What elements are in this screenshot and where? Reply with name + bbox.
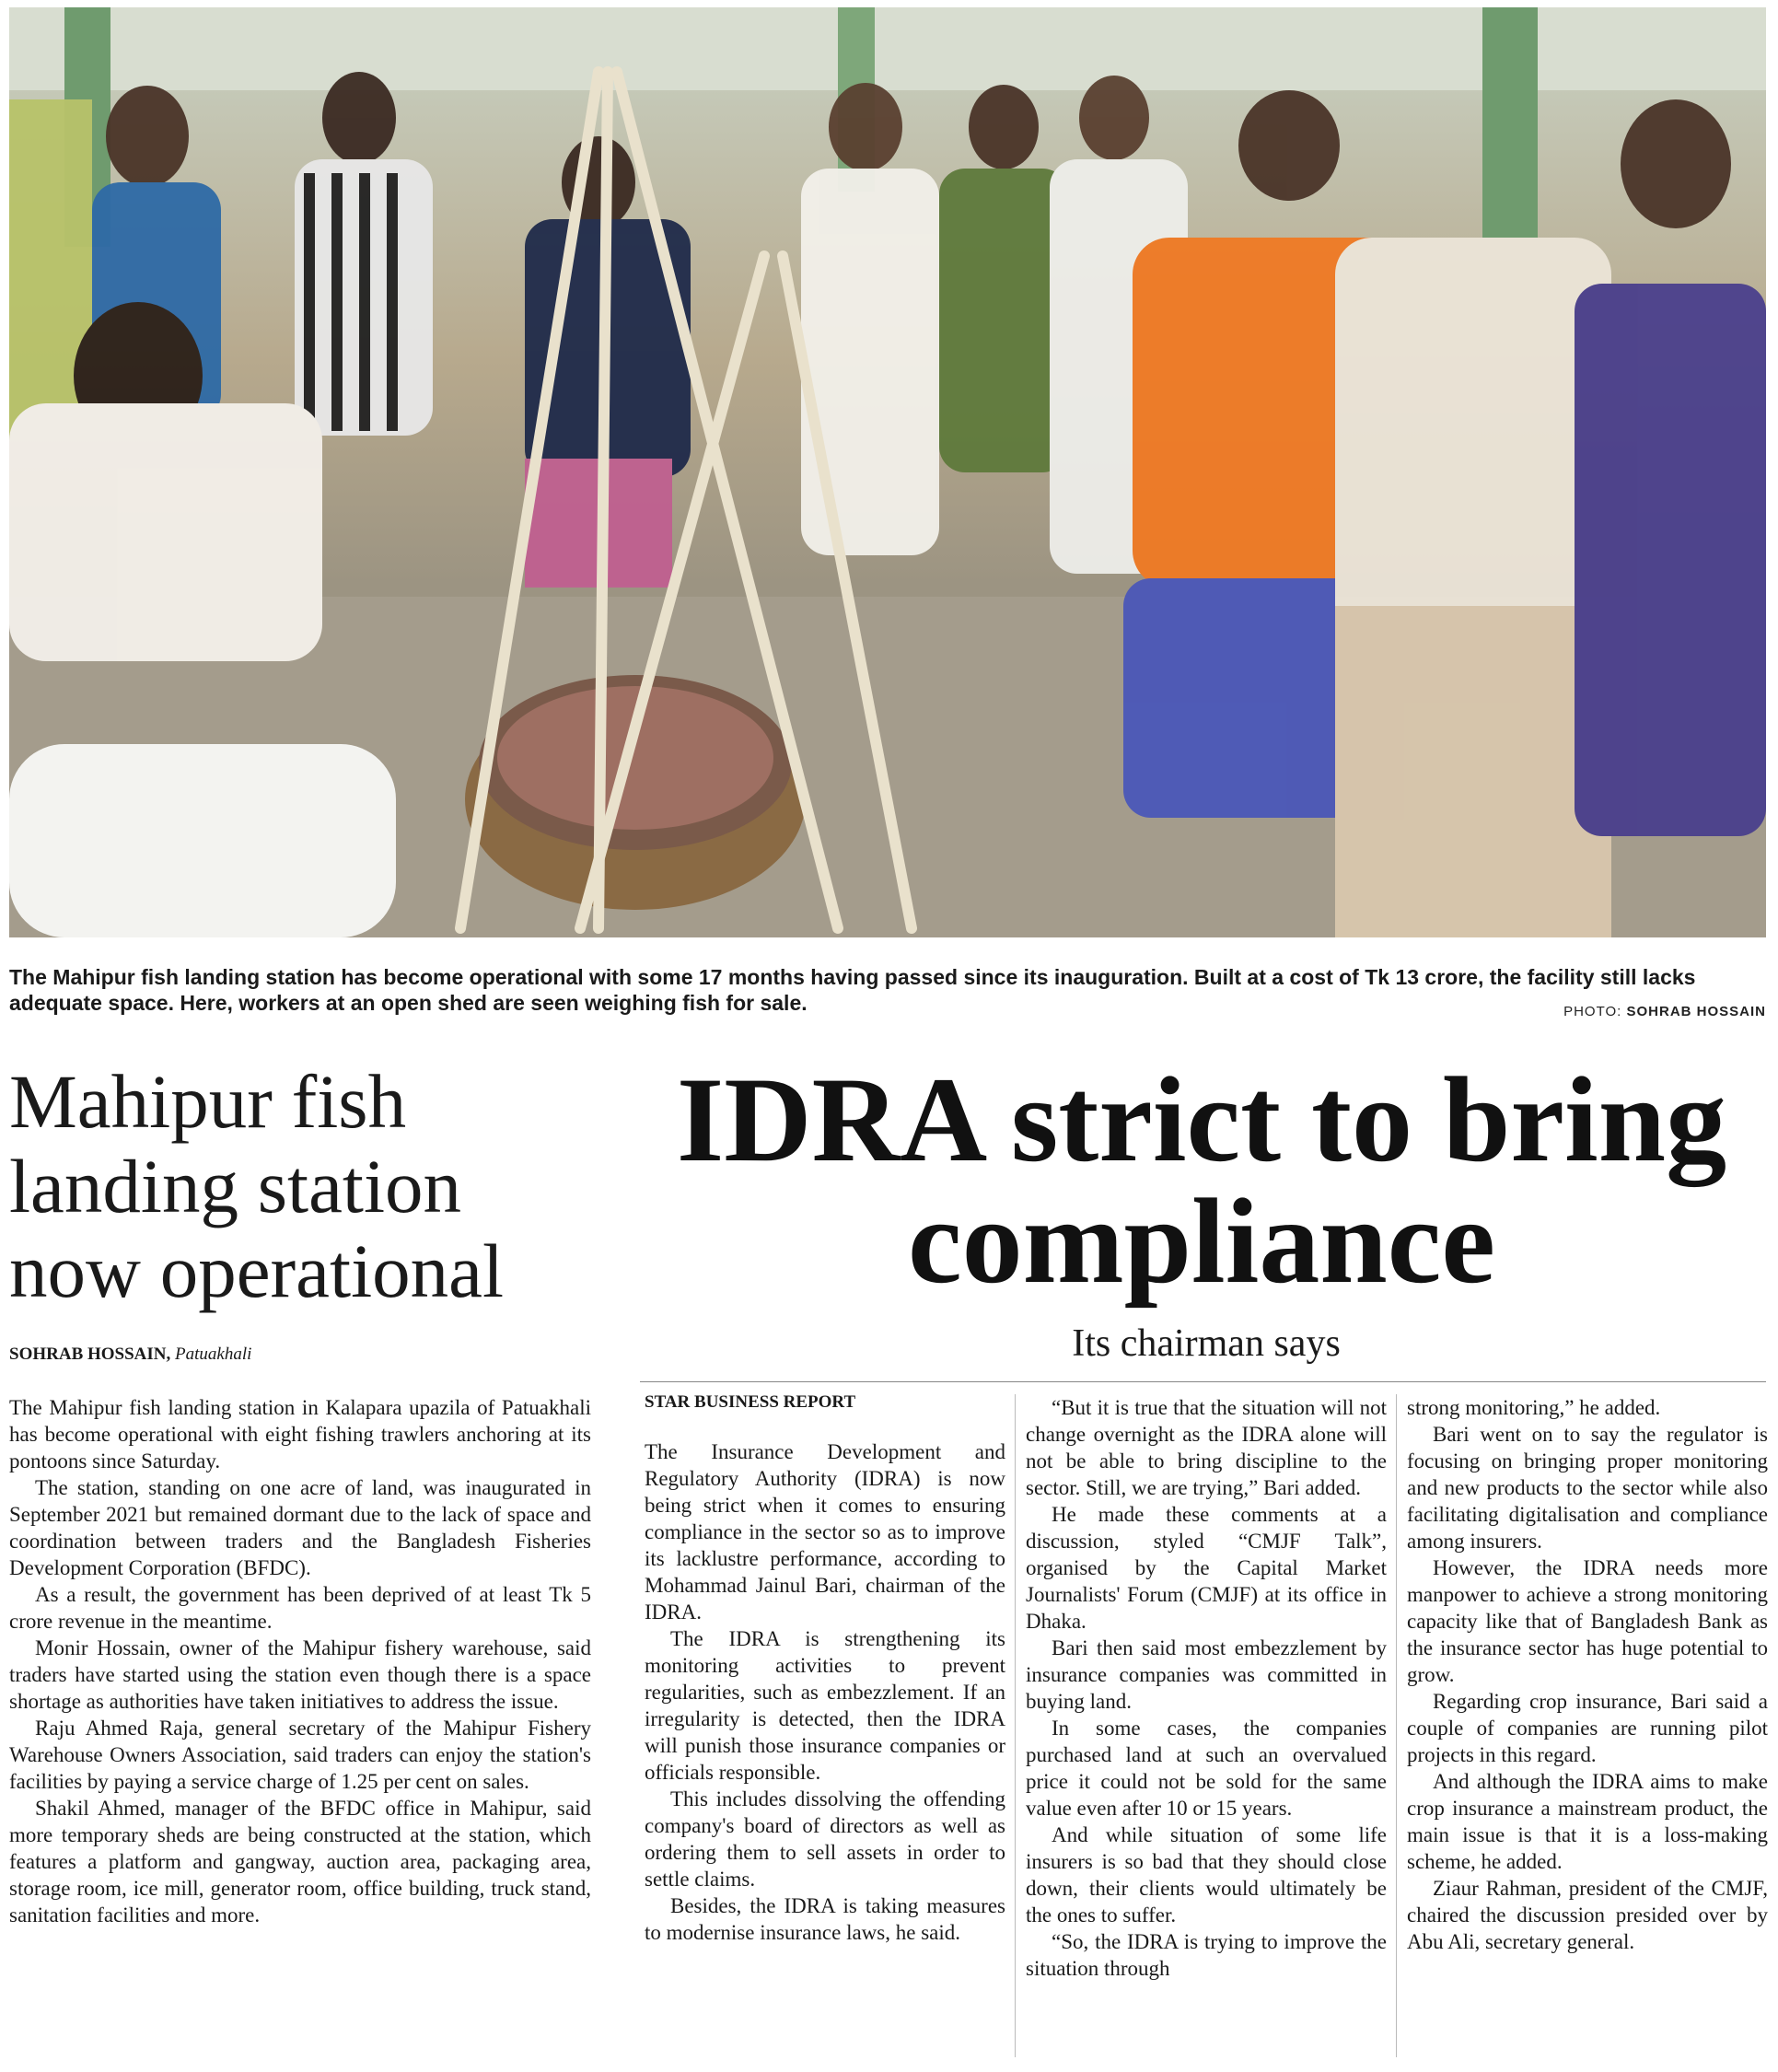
right-paragraph: Bari then said most embezzlement by insurance companies was committed in buying land. xyxy=(1026,1636,1387,1713)
left-byline xyxy=(9,1344,251,1365)
left-story-body xyxy=(9,1394,591,1928)
right-paragraph: Ziaur Rahman, president of the CMJF, chaired the discussion presided over by Abu Ali, secretary general. xyxy=(1407,1877,1768,1953)
right-paragraph: However, the IDRA needs more manpower to achieve a strong monitoring capacity like that of Bangladesh Bank as the insurance sector has huge potential to grow. xyxy=(1407,1556,1768,1686)
photo-credit-name: SOHRAB HOSSAIN xyxy=(1626,1004,1766,1019)
left-byline-place: Patuakhali xyxy=(175,1344,252,1364)
right-paragraph: “But it is true that the situation will not change overnight as the IDRA alone will not be able to bring discipline to the sector. Still, we are trying,” Bari added. xyxy=(1026,1396,1387,1499)
right-column-3 xyxy=(1407,1394,1768,1955)
right-column-1 xyxy=(645,1394,1005,1946)
left-paragraph: As a result, the government has been deprived of at least Tk 5 crore revenue in the meantime. xyxy=(9,1583,591,1633)
left-paragraph: The Mahipur fish landing station in Kalapara upazila of Patuakhali has become operational with eight fishing trawlers anchoring at its pontoons since Saturday. xyxy=(9,1396,591,1473)
left-byline-name: SOHRAB HOSSAIN, xyxy=(9,1344,171,1364)
right-paragraph: He made these comments at a discussion, styled “CMJF Talk”, organised by the Capital Market Journalists' Forum (CMJF) at its office in Dhaka. xyxy=(1026,1503,1387,1633)
right-paragraph: The Insurance Development and Regulatory Authority (IDRA) is now being strict when it comes to ensuring compliance in the sector so as to improve its lacklustre performance, according to Mohammad Jainul Bari, chairman of the IDRA. xyxy=(645,1440,1005,1624)
right-paragraph: And while situation of some life insurers is so bad that they should close down, their clients would ultimately be the ones to suffer. xyxy=(1026,1823,1387,1926)
left-paragraph: Raju Ahmed Raja, general secretary of the Mahipur Fishery Warehouse Owners Association, said traders can enjoy the station's facilities by paying a service charge of 1.25 per cent on sales. xyxy=(9,1717,591,1793)
fish-weighing-photo-icon xyxy=(9,7,1766,937)
right-paragraph: “So, the IDRA is trying to improve the situation through xyxy=(1026,1930,1387,1980)
right-headline: IDRA strict to bring compliance xyxy=(676,1052,1727,1309)
right-paragraph: This includes dissolving the offending company's board of directors as well as ordering them to sell assets in order to settle claims. xyxy=(645,1787,1005,1891)
right-column-2 xyxy=(1026,1394,1387,1982)
news-photo xyxy=(9,7,1766,937)
photo-caption: The Mahipur fish landing station has become operational with some 17 months having passed since its inauguration. Built at a cost of Tk 13 crore, the facility still lacks adequate space. Here, workers at an open shed are seen weighing fish for sale. xyxy=(9,965,1696,1015)
right-paragraph: In some cases, the companies purchased land at such an overvalued price it could not be sold for the same value even after 10 or 15 years. xyxy=(1026,1717,1387,1820)
right-paragraph: Regarding crop insurance, Bari said a couple of companies are running pilot projects in this regard. xyxy=(1407,1690,1768,1766)
headline-rule xyxy=(640,1381,1766,1382)
left-paragraph: The station, standing on one acre of land, was inaugurated in September 2021 but remained dormant due to the lack of space and coordination between traders and the Bangladesh Fisheries Development Corporation (BFDC). xyxy=(9,1476,591,1579)
right-paragraph: The IDRA is strengthening its monitoring activities to prevent regularities, such as embezzlement. If an irregularity is detected, then the IDRA will punish those insurance companies or officials responsible. xyxy=(645,1627,1005,1784)
left-paragraph: Shakil Ahmed, manager of the BFDC office in Mahipur, said more temporary sheds are being constructed at the station, which features a platform and gangway, auction area, packaging area, storage room, ice mill, generator room, office building, truck stand, sanitation facilities and more. xyxy=(9,1797,591,1926)
photo-credit xyxy=(1563,1004,1766,1019)
column-divider xyxy=(1015,1394,1016,2057)
report-label: STAR BUSINESS REPORT xyxy=(645,1392,856,1412)
left-headline: Mahipur fish landing station now operational xyxy=(9,1059,505,1313)
right-paragraph: Besides, the IDRA is taking measures to modernise insurance laws, he said. xyxy=(645,1894,1005,1944)
left-paragraph: Monir Hossain, owner of the Mahipur fishery warehouse, said traders have started using the station even though there is a space shortage as authorities have taken initiatives to address the issue. xyxy=(9,1636,591,1713)
right-subheadline: Its chairman says xyxy=(1072,1322,1341,1365)
photo-credit-label: PHOTO: xyxy=(1563,1004,1627,1019)
right-paragraph: And although the IDRA aims to make crop insurance a mainstream product, the main issue is that it is a loss-making scheme, he added. xyxy=(1407,1770,1768,1873)
right-paragraph: Bari went on to say the regulator is focusing on bringing proper monitoring and new products to the sector while also facilitating digitalisation and compliance among insurers. xyxy=(1407,1423,1768,1553)
right-paragraph: strong monitoring,” he added. xyxy=(1407,1396,1661,1419)
column-divider xyxy=(1396,1394,1397,2057)
